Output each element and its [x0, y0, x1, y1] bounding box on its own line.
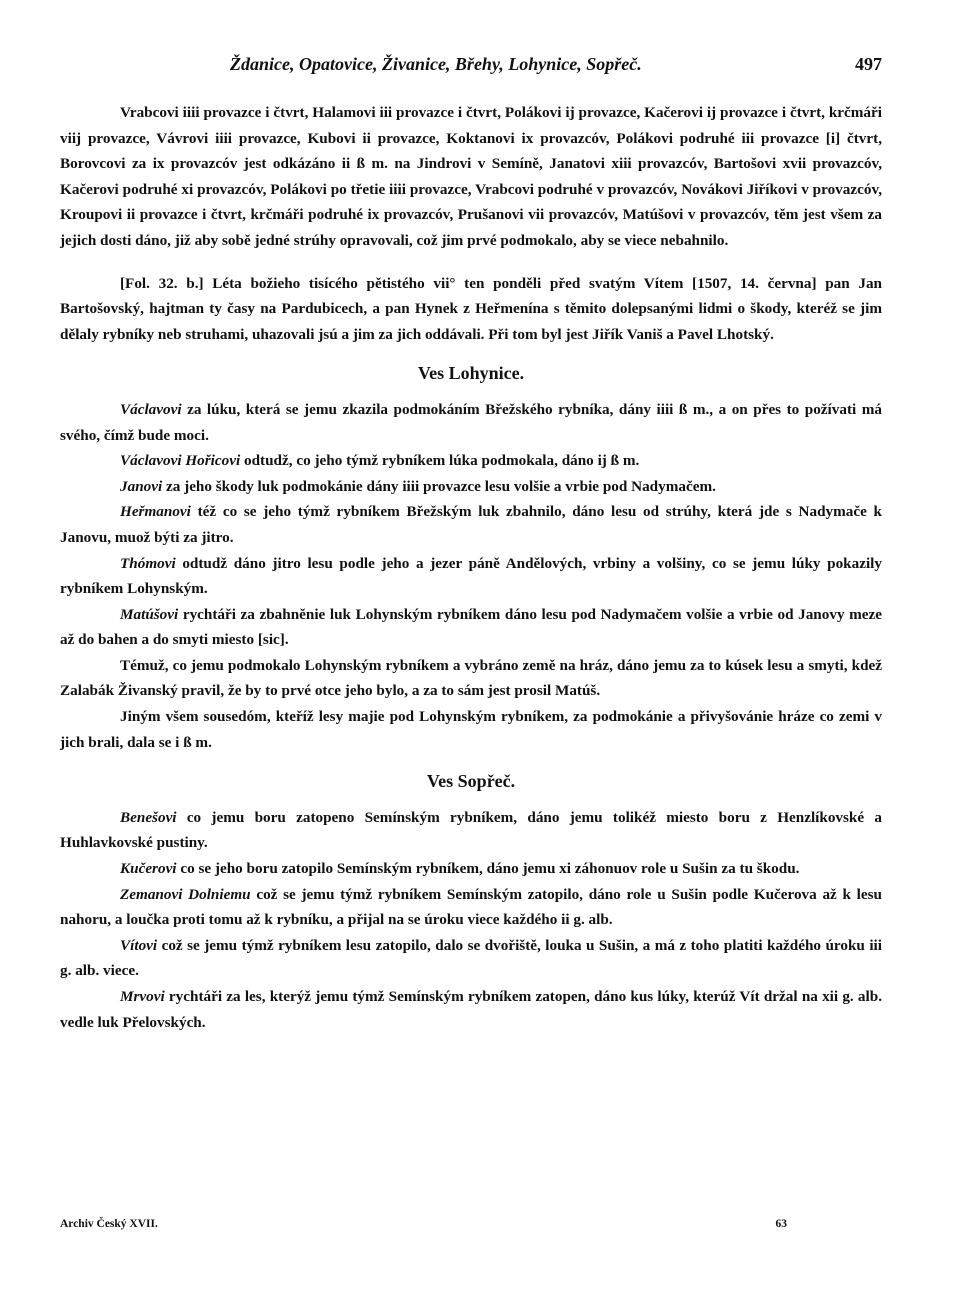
record-paragraph: [Fol. 32. b.] Léta božieho tisícého pětistého vii° ten ponděli před svatým Vítem [1507, 14. června] pan Jan Bartošovský, hajtman ty časy na Pardubicech, a pan Hynek z Heřmenína s těmito dolepsanými lidmi o škody, kteréž se jim dělaly rybníky neb struhami, uhazovali jsú a jim za jich oddávali. Při tom byl jest Jiřík Vaniš a Pavel Lhotský. — [60, 274, 882, 343]
sections — [60, 361, 882, 1035]
section-heading: Ves Lohynice. — [417, 363, 525, 384]
footer-signature-number: 63 — [775, 1218, 787, 1230]
entry-paragraph — [60, 551, 882, 602]
entry-paragraph — [60, 984, 882, 1035]
entry-text: za lúku, která se jemu zkazila podmokáním Břežského rybníka, dány iiii ß m., a on přes to požívati má svého, čímž bude moci. — [60, 400, 882, 444]
section-heading: Ves Sopřeč. — [426, 771, 516, 792]
entry-paragraph — [60, 602, 882, 653]
running-head — [60, 48, 882, 78]
entry-person-name: Benešovi — [120, 808, 177, 826]
entry-person-name: Matúšovi — [120, 605, 179, 623]
entry-person-name: Vítovi — [120, 936, 158, 954]
intro-paragraph: Vrabcovi iiii provazce i čtvrt, Halamovi iii provazce i čtvrt, Polákovi ij provazce, Kačerovi ij provazce i čtvrt, krčmáři viij provazce, Vávrovi iiii provazce, Kubovi ii provazce, Koktanovi ix provazcóv, Polákovi podruhé iii provazce [i] čtvrt, Borovcovi za ix provazcóv jest odkázáno ii ß m. na Jindrovi v Semíně, Janatovi xiii provazcóv, Bartošovi xvii provazcóv, Kačerovi podruhé xi provazcóv, Polákovi po třetie iiii provazce, Vrabcovi podruhé v provazcóv, Novákovi Jiříkovi v provazcóv, Kroupovi ii provazce i čtvrt, krčmáři podruhé ix provazcóv, Prušanovi vii provazcóv, Matúšovi v provazcóv, těm jest všem za jejich dosti dáno, již aby sobě jedné strúhy opravovali, což jim prvé podmokalo, aby se viece nebahnilo. — [60, 104, 882, 249]
entry-paragraph — [60, 499, 882, 550]
entry-person-name: Václavovi Hořicovi — [120, 452, 241, 470]
entry-paragraph — [60, 704, 882, 755]
entry-paragraph — [60, 805, 882, 856]
entry-paragraph — [60, 882, 882, 933]
entry-person-name: Heřmanovi — [120, 503, 191, 521]
entry-paragraph — [60, 448, 882, 474]
entry-person-name: Mrvovi — [120, 988, 165, 1005]
footer-series: Archiv Český XVII. — [60, 1218, 158, 1230]
body-text — [60, 100, 882, 1035]
entry-person-name: Kučerovi — [120, 860, 177, 878]
entry-paragraph — [60, 933, 882, 984]
entry-text: co jemu boru zatopeno Semínským rybníkem, dáno jemu tolikéž miesto boru z Henzlíkovské a Huhlavkovské pustiny. — [60, 808, 882, 852]
entry-person-name: Thómovi — [120, 554, 176, 572]
entry-person-name: Janovi — [120, 477, 163, 495]
entry-paragraph — [60, 653, 882, 704]
entry-text: odtudž dáno jitro lesu podle jeho a jezer páně Andělových, vrbiny a volšiny, co se jemu lúky pokazily rybníkem Lohynským. — [60, 554, 882, 598]
entry-text: rychtáři za les, kterýž jemu týmž Semínským rybníkem zatopen, dáno kus lúky, kterúž Vít držal na xii g. alb. vedle luk Přelovských. — [60, 988, 882, 1031]
entry-paragraph — [60, 474, 882, 500]
entry-person-name: Zemanovi Dolniemu — [120, 885, 251, 903]
entry-text: též co se jeho týmž rybníkem Břežským luk zbahnilo, dáno lesu od strúhy, která jde s Nadymače k Janovu, muož býti za jitro. — [60, 503, 882, 546]
entry-person-name: Václavovi — [120, 400, 182, 418]
entry-text: což se jemu týmž rybníkem lesu zatopilo, dalo se dvořiště, louka u Sušin, a má z toho platiti každého úroku iii g. alb. viece. — [60, 936, 882, 980]
entry-text: co se jeho boru zatopilo Semínským rybníkem, dáno jemu xi záhonuov role u Sušin za tu škodu. — [176, 860, 800, 878]
entry-text: což se jemu týmž rybníkem Semínským zatopilo, dáno role u Sušin podle Kučerova až k lesu nahoru, a loučka proti tomu až k rybníku, a přijal na se úroku viece každého ii g. alb. — [60, 885, 882, 929]
entry-text: za jeho škody luk podmokánie dány iiii provazce lesu volšie a vrbie pod Nadymačem. — [162, 477, 716, 495]
entry-paragraph — [60, 856, 882, 882]
page-number: 497 — [855, 54, 882, 74]
entry-text: Témuž, co jemu podmokalo Lohynským rybníkem a vybráno země na hráz, dáno jemu za to kúsek lesu a smyti, kdež Zalabák Živanský pravil, že by to prvé otce jeho bylo, a za to sám jest prosil Matúš. — [60, 656, 882, 700]
running-title: Ždanice, Opatovice, Živanice, Břehy, Lohynice, Sopřeč. — [230, 54, 642, 74]
entry-text: rychtáři za zbahněnie luk Lohynským rybníkem dáno lesu pod Nadymačem volšie a vrbie od Janovy meze až do bahen a do smyti miesto [sic]. — [60, 605, 882, 649]
entry-paragraph — [60, 397, 882, 448]
entry-text: Jiným všem sousedóm, kteříž lesy majie pod Lohynským rybníkem, za podmokánie a přivyšovánie hráze co zemi v jich brali, dala se i ß m. — [60, 708, 882, 751]
entry-text: odtudž, co jeho týmž rybníkem lúka podmokala, dáno ij ß m. — [240, 452, 640, 470]
